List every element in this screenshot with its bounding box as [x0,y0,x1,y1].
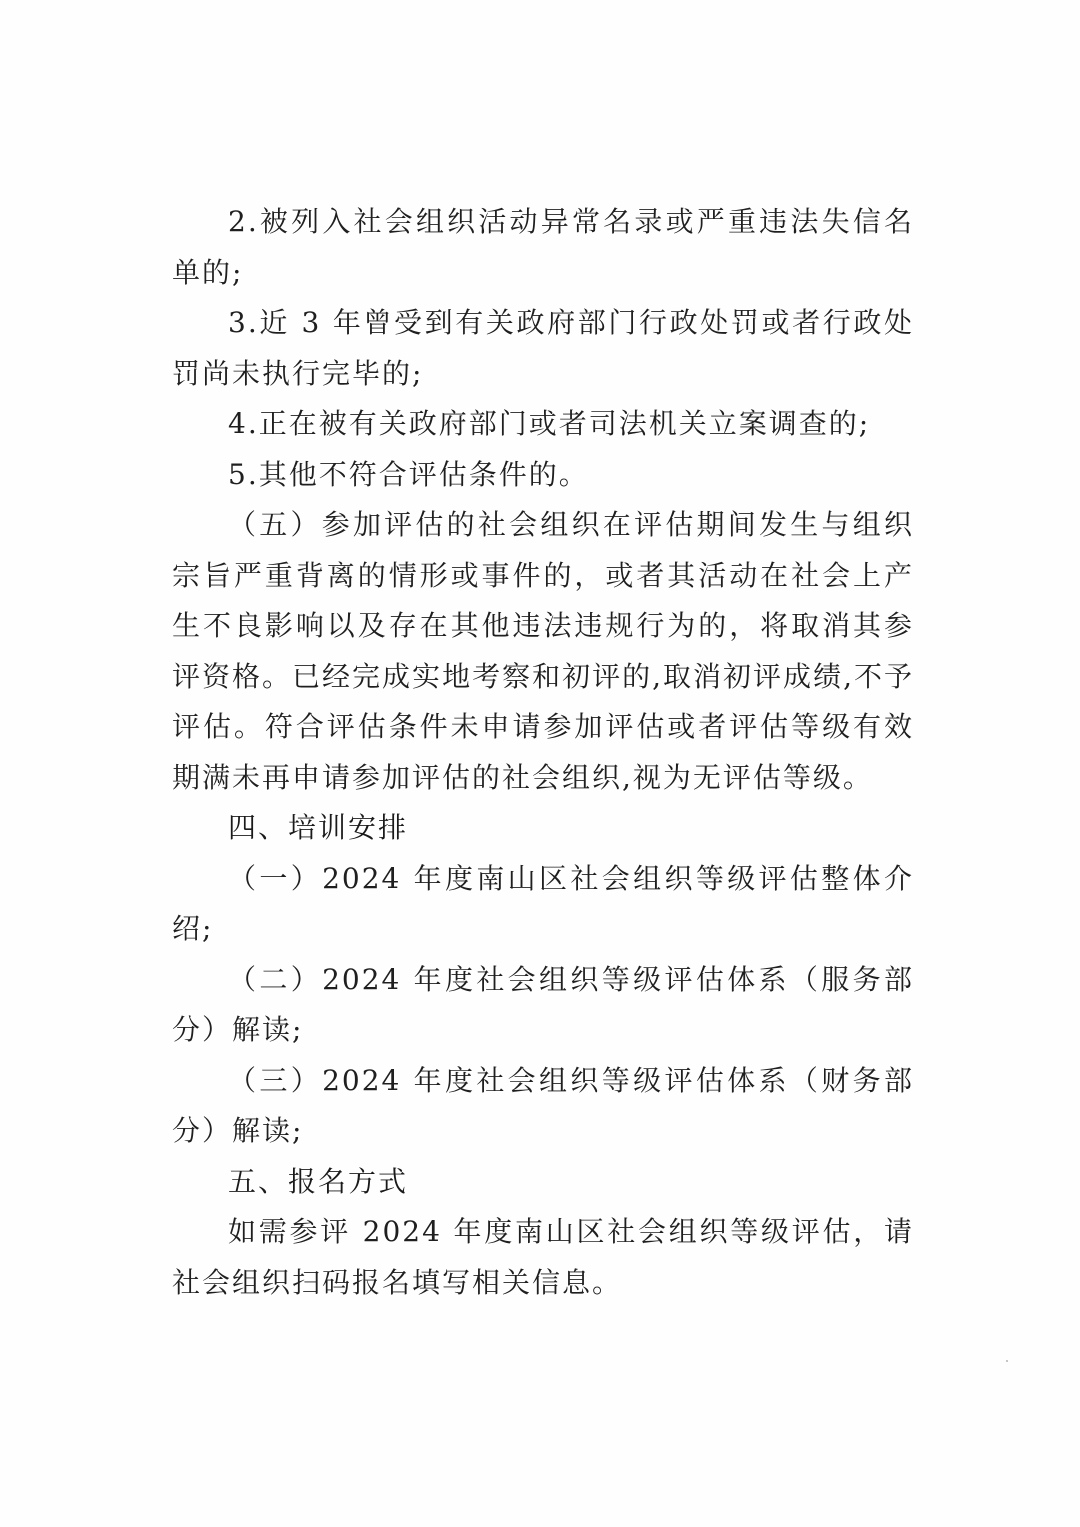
registration-paragraph: 如需参评 2024 年度南山区社会组织等级评估，请社会组织扫码报名填写相关信息。 [172,1215,914,1299]
document-body [172,197,914,1308]
training-item-2: （二）2024 年度社会组织等级评估体系（服务部分）解读; [172,962,914,1046]
paragraph-item-4: 4.正在被有关政府部门或者司法机关立案调查的; [228,407,871,440]
paragraph-item-5: 5.其他不符合评估条件的。 [228,457,589,491]
section-heading-training: 四、培训安排 [228,811,409,844]
section-heading-registration: 五、报名方式 [228,1164,409,1198]
paragraph-item-3: 3.近 3 年曾受到有关政府部门行政处罚或者行政处罚尚未执行完毕的; [172,306,914,390]
paragraph-section-5: （五）参加评估的社会组织在评估期间发生与组织宗旨严重背离的情形或事件的，或者其活动在社会上产生不良影响以及存在其他违法违规行为的，将取消其参评资格。已经完成实地考察和初评的,取消初评成绩,不予评估。符合评估条件未申请参加评估或者评估等级有效期满未再申请参加评估的社会组织,视为无评估等级。 [172,508,914,794]
scan-speck [1006,1360,1008,1362]
training-item-1: （一）2024 年度南山区社会组织等级评估整体介绍; [172,861,914,945]
paragraph-item-2: 2.被列入社会组织活动异常名录或严重违法失信名单的; [172,205,914,289]
training-item-3: （三）2024 年度社会组织等级评估体系（财务部分）解读; [172,1063,914,1147]
